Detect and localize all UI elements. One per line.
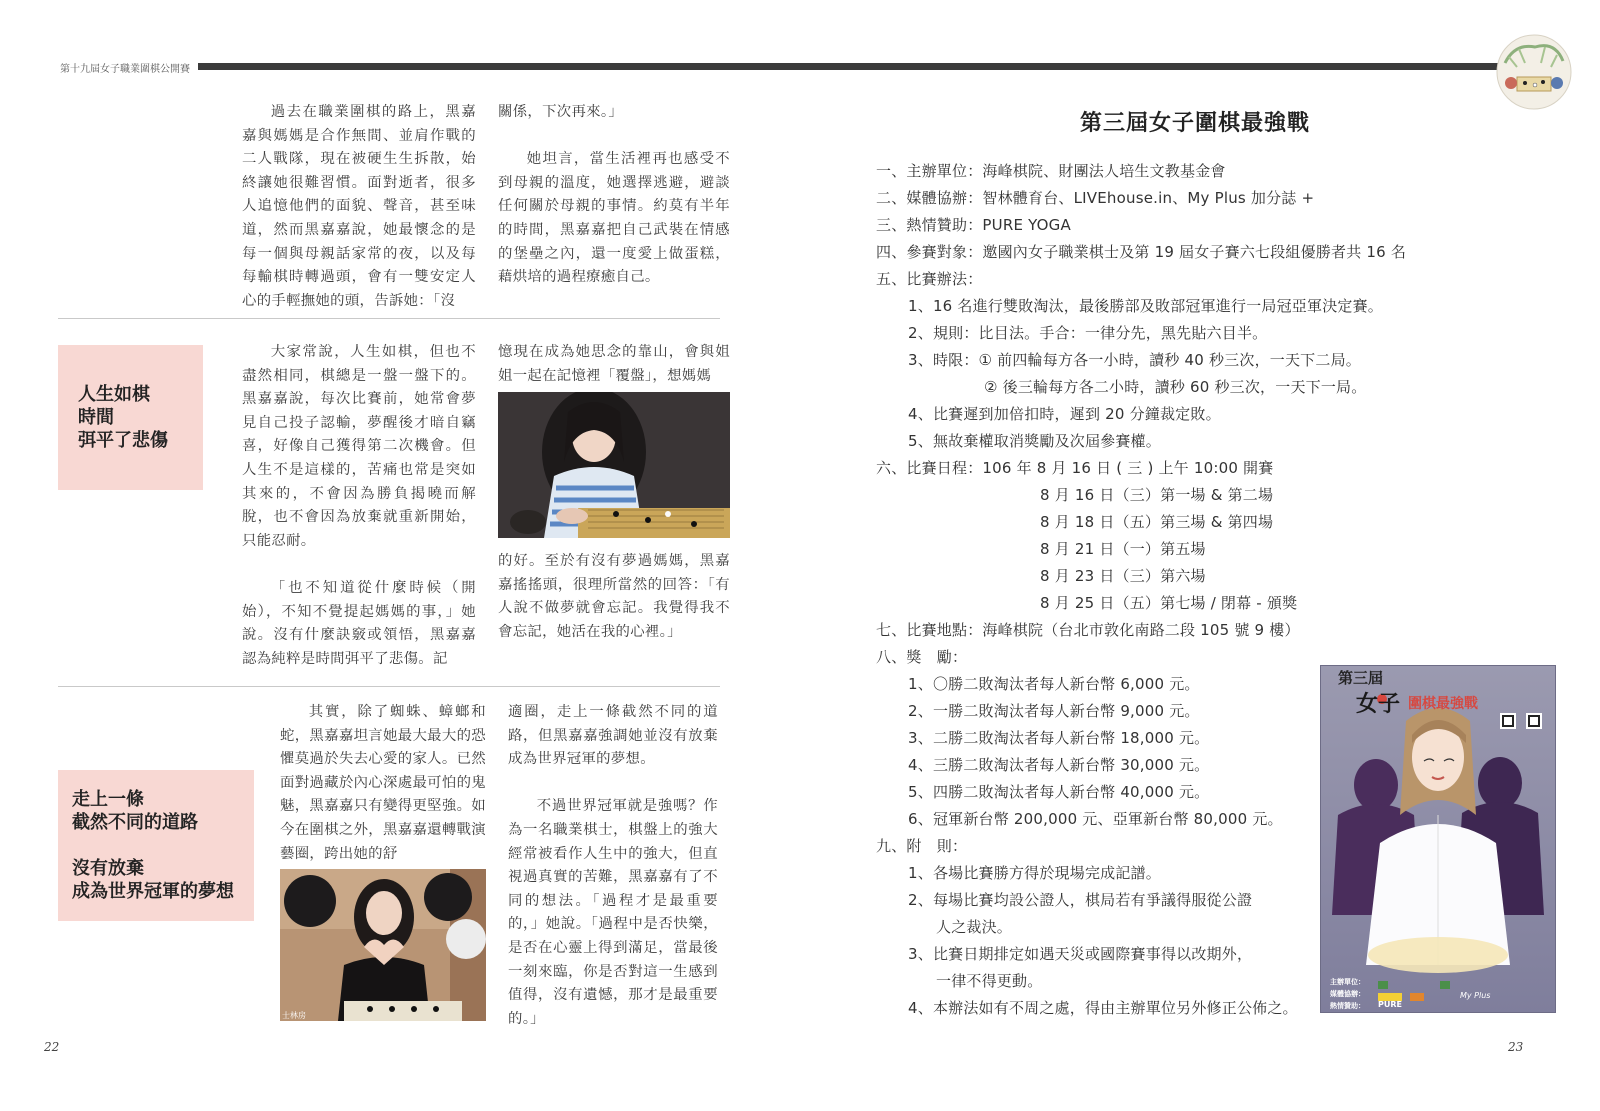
pull-quote-box — [58, 345, 203, 490]
pull-quote-text: 走上一條 截然不同的道路 沒有放棄 成為世界冠軍的夢想 — [72, 789, 234, 902]
article-paragraph: 不過世界冠軍就是強嗎？作為一名職業棋士，棋盤上的強大經常被看作人生中的強大，但直視過真實的苦難，黑嘉嘉有了不同的想法。「過程才是最重要的，」她說。「過程中是否快樂，是否在心靈上得到滿足，當最後一刻來臨，你是否對這一生感到值得，沒有遺憾，那才是最重要的。」 — [508, 798, 718, 1027]
rules-line: 九、附 則： — [876, 837, 968, 855]
article-paragraph: 「也不知道從什麼時候（開始），不知不覺提起媽媽的事，」她說。沒有什麼訣竅或領悟，黑嘉嘉認為純粹是時間弭平了悲傷。記 — [242, 579, 476, 667]
poster-brand-logo: My Plus — [1460, 991, 1491, 1000]
article-paragraph: 其實，除了蜘蛛、蟑螂和蛇，黑嘉嘉坦言她最大最大的恐懼莫過於失去心愛的家人。已然面對過藏於內心深處最可怕的鬼魅，黑嘉嘉只有變得更堅強。如今在圍棋之外，黑嘉嘉還轉戰演藝圈，跨出她的舒 — [280, 704, 486, 862]
rules-line: 1、各場比賽勝方得於現場完成記譜。 — [908, 864, 1161, 882]
rules-line: 四、參賽對象：邀國內女子職業棋士及第 19 屆女子賽六七段組優勝者共 16 名 — [876, 243, 1407, 261]
rules-line: 八、獎 勵： — [876, 648, 968, 666]
rules-line: 3、比賽日期排定如遇天災或國際賽事得以改期外， — [908, 945, 1253, 963]
rules-line: 2、每場比賽均設公證人，棋局若有爭議得服從公證 — [908, 891, 1253, 909]
event-poster — [1320, 665, 1556, 1013]
header-emblem-illustration — [1495, 33, 1573, 111]
poster-credit-media: 媒體協辦： — [1330, 990, 1365, 998]
article-paragraph: 過去在職業圍棋的路上，黑嘉嘉與媽媽是合作無間、並肩作戰的二人戰隊，現在被硬生生拆散，始終讓她很難習慣。面對逝者，很多人追憶他們的面貌、聲音，甚至味道，然而黑嘉嘉說，她最懷念的是每一個與母親話家常的夜，以及每每輸棋時轉過頭，會有一雙安定人心的手輕撫她的頭，告訴她：「沒 — [242, 104, 476, 309]
rules-line: 一律不得更動。 — [936, 972, 1043, 990]
article-paragraph: 憶現在成為她思念的靠山，會與姐姐一起在記憶裡「覆盤」，想媽媽 — [498, 344, 730, 384]
rules-line: 5、四勝二敗淘汰者每人新台幣 40,000 元。 — [908, 783, 1210, 801]
rules-line: 4、三勝二敗淘汰者每人新台幣 30,000 元。 — [908, 756, 1210, 774]
photo-heart-hands — [280, 869, 486, 1021]
rules-line: 1、16 名進行雙敗淘汰，最後勝部及敗部冠軍進行一局冠亞軍決定賽。 — [908, 297, 1384, 315]
poster-edition: 第三屆 — [1338, 669, 1384, 687]
article-paragraph: 關係，下次再來。」 — [498, 104, 624, 120]
section-divider — [58, 686, 720, 687]
rules-line: 3、時限：① 前四輪每方各一小時，讀秒 40 秒三次，一天下二局。 — [908, 351, 1361, 369]
rules-line: 1、〇勝二敗淘汰者每人新台幣 6,000 元。 — [908, 675, 1200, 693]
page-number-right: 23 — [1508, 1040, 1524, 1054]
article-column — [280, 701, 486, 866]
poster-title-women: 女子 — [1356, 692, 1401, 717]
article-column — [242, 341, 476, 671]
article-column — [508, 701, 718, 1031]
article-paragraph: 適圈，走上一條截然不同的道路，但黑嘉嘉強調她並沒有放棄成為世界冠軍的夢想。 — [508, 704, 718, 768]
photo-player-at-board — [498, 392, 730, 538]
article-paragraph: 的好。至於有沒有夢過媽媽，黑嘉嘉搖搖頭，很理所當然的回答：「有人說不做夢就會忘記。我覺得我不會忘記，她活在我的心裡。」 — [498, 553, 730, 640]
pull-quote-box — [58, 770, 254, 921]
rules-line: 8 月 25 日（五）第七場 / 閉幕 - 頒獎 — [1040, 594, 1298, 612]
article-column — [498, 341, 730, 388]
running-header-title: 第十九屆女子職業圍棋公開賽 — [60, 64, 190, 75]
rules-line: 二、媒體協辦：智林體育台、LIVEhouse.in、My Plus 加分誌 + — [876, 189, 1315, 207]
rules-line: ② 後三輪每方各二小時，讀秒 60 秒三次，一天下一局。 — [984, 378, 1367, 396]
rules-line: 5、無故棄權取消獎勵及次屆參賽權。 — [908, 432, 1161, 450]
rules-line: 七、比賽地點：海峰棋院（台北市敦化南路二段 105 號 9 樓） — [876, 621, 1300, 639]
rules-line: 六、比賽日程：106 年 8 月 16 日 ( 三 ) 上午 10:00 開賽 — [876, 459, 1274, 477]
rules-line: 五、比賽辦法： — [876, 270, 983, 288]
article-column — [498, 101, 730, 290]
rules-line: 2、一勝二敗淘汰者每人新台幣 9,000 元。 — [908, 702, 1200, 720]
poster-credit-sponsor: 熱情贊助： — [1330, 1002, 1365, 1010]
rules-line: 3、二勝二敗淘汰者每人新台幣 18,000 元。 — [908, 729, 1210, 747]
section-divider — [58, 318, 720, 319]
rules-line: 4、本辦法如有不周之處，得由主辦單位另外修正公佈之。 — [908, 999, 1298, 1017]
rules-line: 8 月 16 日（三）第一場 & 第二場 — [1040, 486, 1274, 504]
article-paragraph: 大家常說，人生如棋，但也不盡然相同，棋總是一盤一盤下的。黑嘉嘉說，每次比賽前，她常會夢見自己投子認輸，夢醒後才暗自竊喜，好像自己獲得第二次機會。但人生不是這樣的，苦痛也常是突如其來的，不會因為勝負揭曉而解脫，也不會因為放棄就重新開始，只能忍耐。 — [242, 344, 476, 549]
rules-line: 人之裁決。 — [936, 918, 1013, 936]
rules-line: 三、熱情贊助：PURE YOGA — [876, 216, 1071, 234]
rules-line: 一、主辦單位：海峰棋院、財團法人培生文教基金會 — [876, 162, 1226, 180]
rules-line: 6、冠軍新台幣 200,000 元、亞軍新台幣 80,000 元。 — [908, 810, 1283, 828]
page-number-left: 22 — [44, 1040, 60, 1054]
article-paragraph: 她坦言，當生活裡再也感受不到母親的溫度，她選擇逃避，避談任何關於母親的事情。約莫有半年的時間，黑嘉嘉把自己武裝在情感的堡壘之內，還一度愛上做蛋糕，藉烘培的過程療癒自己。 — [498, 151, 730, 286]
poster-sponsor-logo: PURE — [1378, 1000, 1402, 1009]
rules-line: 8 月 18 日（五）第三場 & 第四場 — [1040, 513, 1274, 531]
photo-credit: 士林房 — [282, 1011, 306, 1020]
rules-line: 2、規則：比目法。手合：一律分先，黑先貼六目半。 — [908, 324, 1268, 342]
poster-title-main: 圍棋最強戰 — [1408, 696, 1478, 712]
rules-title: 第三屆女子圍棋最強戰 — [1080, 111, 1311, 136]
article-column — [498, 550, 730, 644]
rules-line: 8 月 23 日（三）第六場 — [1040, 567, 1206, 585]
article-column — [242, 101, 476, 313]
poster-credit-organizer: 主辦單位： — [1330, 978, 1365, 986]
rules-line: 4、比賽遲到加倍扣時，遲到 20 分鐘裁定敗。 — [908, 405, 1221, 423]
header-rule — [198, 63, 1498, 70]
rules-line: 8 月 21 日（一）第五場 — [1040, 540, 1206, 558]
pull-quote-text: 人生如棋 時間 弭平了悲傷 — [78, 384, 168, 451]
